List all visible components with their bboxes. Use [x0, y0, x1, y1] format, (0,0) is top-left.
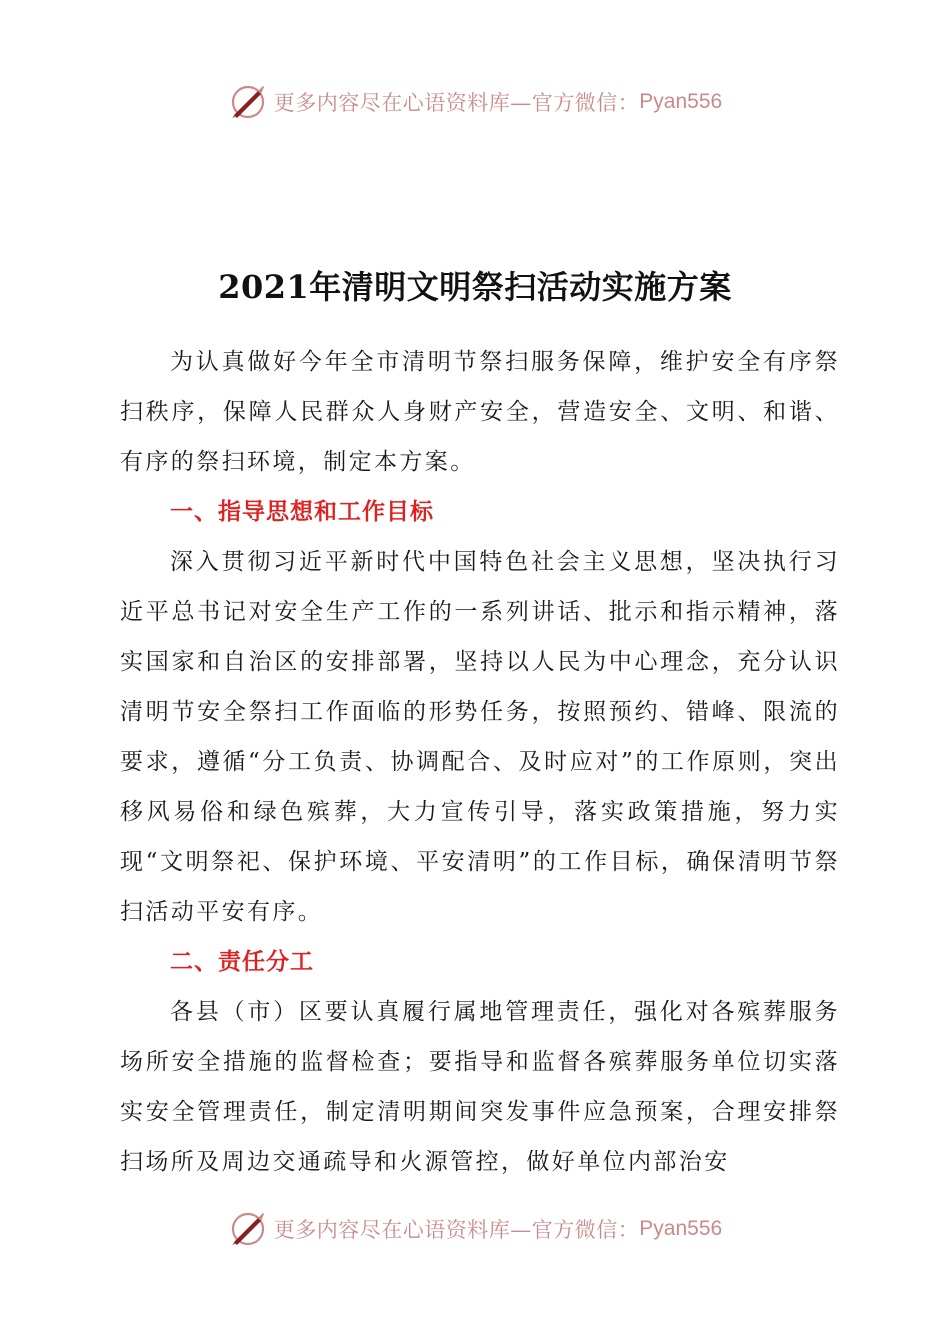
- section-paragraph-2: 各县（市）区要认真履行属地管理责任，强化对各殡葬服务场所安全措施的监督检查；要指导和监督各殡葬服务单位切实落实安全管理责任，制定清明期间突发事件应急预案，合理安排祭扫场所及周边交通疏导和火源管控，做好单位内部治安: [120, 999, 840, 1175]
- document-title: 2021年清明文明祭扫活动实施方案: [218, 268, 732, 306]
- watermark-banner-bottom: [0, 1207, 950, 1251]
- watermark-text: 更多内容尽在心语资料库—官方微信：: [273, 1218, 640, 1242]
- pen-logo-icon: [228, 82, 268, 122]
- watermark-wechat-id: Pyan556: [639, 90, 723, 113]
- intro-paragraph: 为认真做好今年全市清明节祭扫服务保障，维护安全有序祭扫秩序，保障人民群众人身财产安全，营造安全、文明、和谐、有序的祭扫环境，制定本方案。: [120, 349, 840, 475]
- document-body: [120, 337, 840, 1187]
- watermark-banner-top: [0, 80, 950, 124]
- pen-logo-icon: [228, 1209, 268, 1249]
- watermark-text: 更多内容尽在心语资料库—官方微信：: [273, 91, 640, 115]
- watermark-wechat-id: Pyan556: [639, 1217, 723, 1240]
- section-heading-1: 一、指导思想和工作目标: [170, 499, 434, 525]
- section-paragraph-1: 深入贯彻习近平新时代中国特色社会主义思想，坚决执行习近平总书记对安全生产工作的一系列讲话、批示和指示精神，落实国家和自治区的安排部署，坚持以人民为中心理念，充分认识清明节安全祭扫工作面临的形势任务，按照预约、错峰、限流的要求，遵循“分工负责、协调配合、及时应对”的工作原则，突出移风易俗和绿色殡葬，大力宣传引导，落实政策措施，努力实现“文明祭祀、保护环境、平安清明”的工作目标，确保清明节祭扫活动平安有序。: [120, 549, 840, 925]
- section-heading-2: 二、责任分工: [170, 949, 314, 975]
